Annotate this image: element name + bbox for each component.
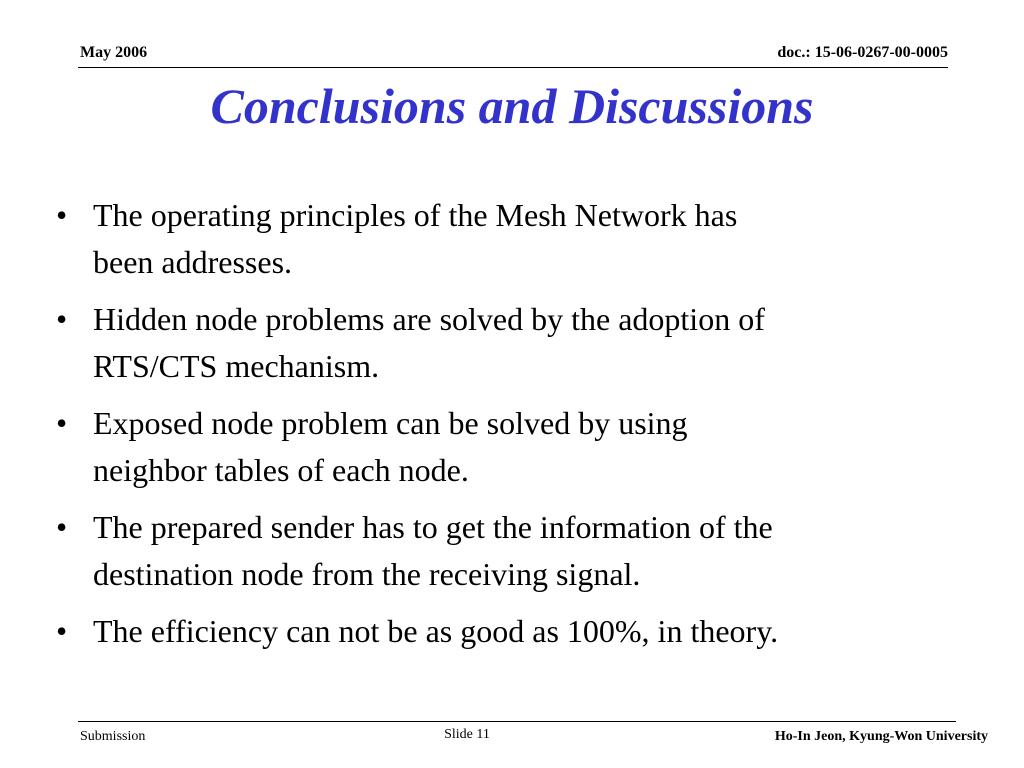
header-divider — [78, 67, 948, 68]
bullet-text-line: The efficiency can not be as good as 100%, in theory. — [93, 613, 779, 649]
bullet-item — [56, 400, 976, 494]
bullet-text-line: Exposed node problem can be solved by using — [93, 405, 688, 441]
slide-title: Conclusions and Discussions — [210, 78, 814, 134]
bullet-list — [56, 192, 976, 665]
bullet-text-line: The operating principles of the Mesh Network has — [93, 197, 738, 233]
footer-divider — [78, 721, 956, 722]
bullet-text-line: The prepared sender has to get the information of the — [93, 509, 773, 545]
bullet-mark: • — [56, 197, 68, 233]
bullet-text-line: been addresses. — [93, 244, 293, 280]
bullet-mark: • — [56, 613, 68, 649]
header-doc-id: doc.: 15-06-0267-00-0005 — [777, 44, 948, 61]
bullet-text-line: RTS/CTS mechanism. — [93, 348, 380, 384]
bullet-mark: • — [56, 405, 68, 441]
bullet-item — [56, 608, 976, 655]
bullet-item — [56, 192, 976, 286]
bullet-item — [56, 504, 976, 598]
bullet-text-line: neighbor tables of each node. — [93, 452, 469, 488]
bullet-item — [56, 296, 976, 390]
bullet-text-line: destination node from the receiving signal. — [93, 556, 641, 592]
bullet-text-line: Hidden node problems are solved by the adoption of — [93, 301, 765, 337]
header-date: May 2006 — [80, 44, 148, 61]
footer-slide-number: Slide 11 — [444, 727, 490, 742]
bullet-mark: • — [56, 301, 68, 337]
footer-submission: Submission — [80, 729, 146, 744]
footer-author: Ho-In Jeon, Kyung-Won University — [774, 729, 988, 744]
bullet-mark: • — [56, 509, 68, 545]
